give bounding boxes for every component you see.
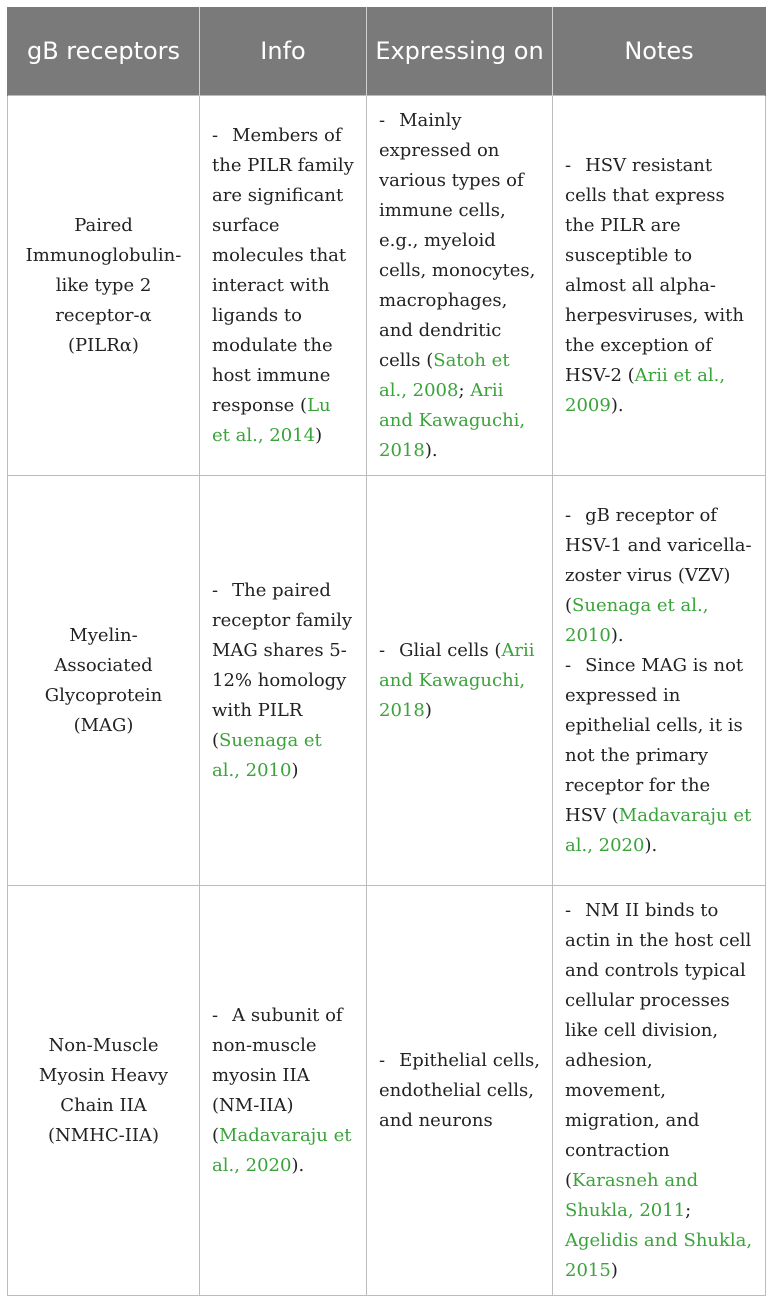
- citation-link: Lu et al., 2014: [212, 394, 331, 446]
- bullet-text: The paired receptor family MAG shares 5-12% homology with PILR (: [212, 579, 353, 751]
- citation-link: Arii and Kawaguchi, 2018: [379, 639, 535, 721]
- bullet-dash: -: [212, 124, 219, 146]
- bullet-paragraph: [379, 1046, 540, 1136]
- notes-cell: [553, 476, 766, 886]
- bullet-end: ).: [291, 1154, 305, 1176]
- bullet-dash: -: [379, 109, 386, 131]
- bullet-end: ): [315, 424, 323, 446]
- receptor-cell: Paired Immunoglobulin-like type 2 receptor-α (PILRα): [8, 96, 200, 476]
- bullet-paragraph: [212, 576, 354, 786]
- bullet-end: ): [291, 759, 299, 781]
- bullet-dash: -: [379, 1049, 386, 1071]
- bullet-paragraph: [212, 121, 354, 451]
- citation-link: Suenaga et al., 2010: [212, 729, 322, 781]
- citation-link: Satoh et al., 2008: [379, 349, 510, 401]
- bullet-dash: -: [212, 579, 219, 601]
- citation-link: Karasneh and Shukla, 2011: [565, 1169, 699, 1221]
- receptor-table: [7, 7, 766, 1296]
- bullet-dash: -: [379, 639, 386, 661]
- bullet-end: ).: [610, 394, 624, 416]
- bullet-dash: -: [565, 154, 572, 176]
- receptor-cell: Non-Muscle Myosin Heavy Chain IIA (NMHC-IIA): [8, 886, 200, 1296]
- expressing-cell: [367, 476, 553, 886]
- table-row: [8, 96, 766, 476]
- header-expressing: Expressing on: [367, 7, 553, 96]
- receptor-cell: Myelin-Associated Glycoprotein (MAG): [8, 476, 200, 886]
- bullet-end: ).: [644, 834, 658, 856]
- notes-cell: [553, 886, 766, 1296]
- citation-link: Arii and Kawaguchi, 2018: [379, 379, 526, 461]
- bullet-text: gB receptor of HSV-1 and varicella-zoster virus (VZV) (: [565, 504, 752, 616]
- header-row: [8, 7, 766, 96]
- citation-link: Arii et al., 2009: [565, 364, 726, 416]
- citation-link: Madavaraju et al., 2020: [565, 804, 752, 856]
- bullet-dash: -: [565, 654, 572, 676]
- citation-separator: ;: [458, 379, 471, 401]
- info-cell: [200, 476, 367, 886]
- header-receptor: gB receptors: [8, 7, 200, 96]
- header-notes: Notes: [553, 7, 766, 96]
- bullet-end: ).: [424, 439, 438, 461]
- bullet-paragraph: [379, 106, 540, 466]
- bullet-paragraph: [212, 1001, 354, 1181]
- bullet-paragraph: [565, 151, 753, 421]
- bullet-text: Glial cells (: [399, 639, 502, 661]
- bullet-text: Since MAG is not expressed in epithelial cells, it is not the primary receptor for the HSV (: [565, 654, 744, 826]
- bullet-paragraph: [565, 651, 753, 861]
- info-cell: [200, 96, 367, 476]
- bullet-paragraph: [565, 896, 753, 1286]
- bullet-end: ): [610, 1259, 618, 1281]
- bullet-dash: -: [212, 1004, 219, 1026]
- info-cell: [200, 886, 367, 1296]
- bullet-text: Mainly expressed on various types of immune cells, e.g., myeloid cells, monocytes, macrophages, and dendritic cells (: [379, 109, 536, 371]
- expressing-cell: [367, 96, 553, 476]
- table-row: [8, 476, 766, 886]
- bullet-text: NM II binds to actin in the host cell and controls typical cellular processes like cell division, adhesion, movement, migration, and contraction (: [565, 899, 752, 1191]
- notes-cell: [553, 96, 766, 476]
- bullet-text: Epithelial cells, endothelial cells, and neurons: [379, 1049, 540, 1131]
- bullet-text: A subunit of non-muscle myosin IIA (NM-IIA) (: [212, 1004, 343, 1146]
- citation-link: Madavaraju et al., 2020: [212, 1124, 352, 1176]
- table-row: [8, 886, 766, 1296]
- bullet-end: ): [424, 699, 432, 721]
- bullet-dash: -: [565, 899, 572, 921]
- bullet-paragraph: [565, 501, 753, 651]
- citation-separator: ;: [685, 1199, 692, 1221]
- bullet-dash: -: [565, 504, 572, 526]
- expressing-cell: [367, 886, 553, 1296]
- header-info: Info: [200, 7, 367, 96]
- bullet-paragraph: [379, 636, 540, 726]
- citation-link: Agelidis and Shukla, 2015: [565, 1229, 753, 1281]
- bullet-text: Members of the PILR family are significant surface molecules that interact with ligands to modulate the host immune response (: [212, 124, 354, 416]
- bullet-end: ).: [610, 624, 624, 646]
- bullet-text: HSV resistant cells that express the PILR are susceptible to almost all alpha-herpesviruses, with the exception of HSV-2 (: [565, 154, 744, 386]
- citation-link: Suenaga et al., 2010: [565, 594, 709, 646]
